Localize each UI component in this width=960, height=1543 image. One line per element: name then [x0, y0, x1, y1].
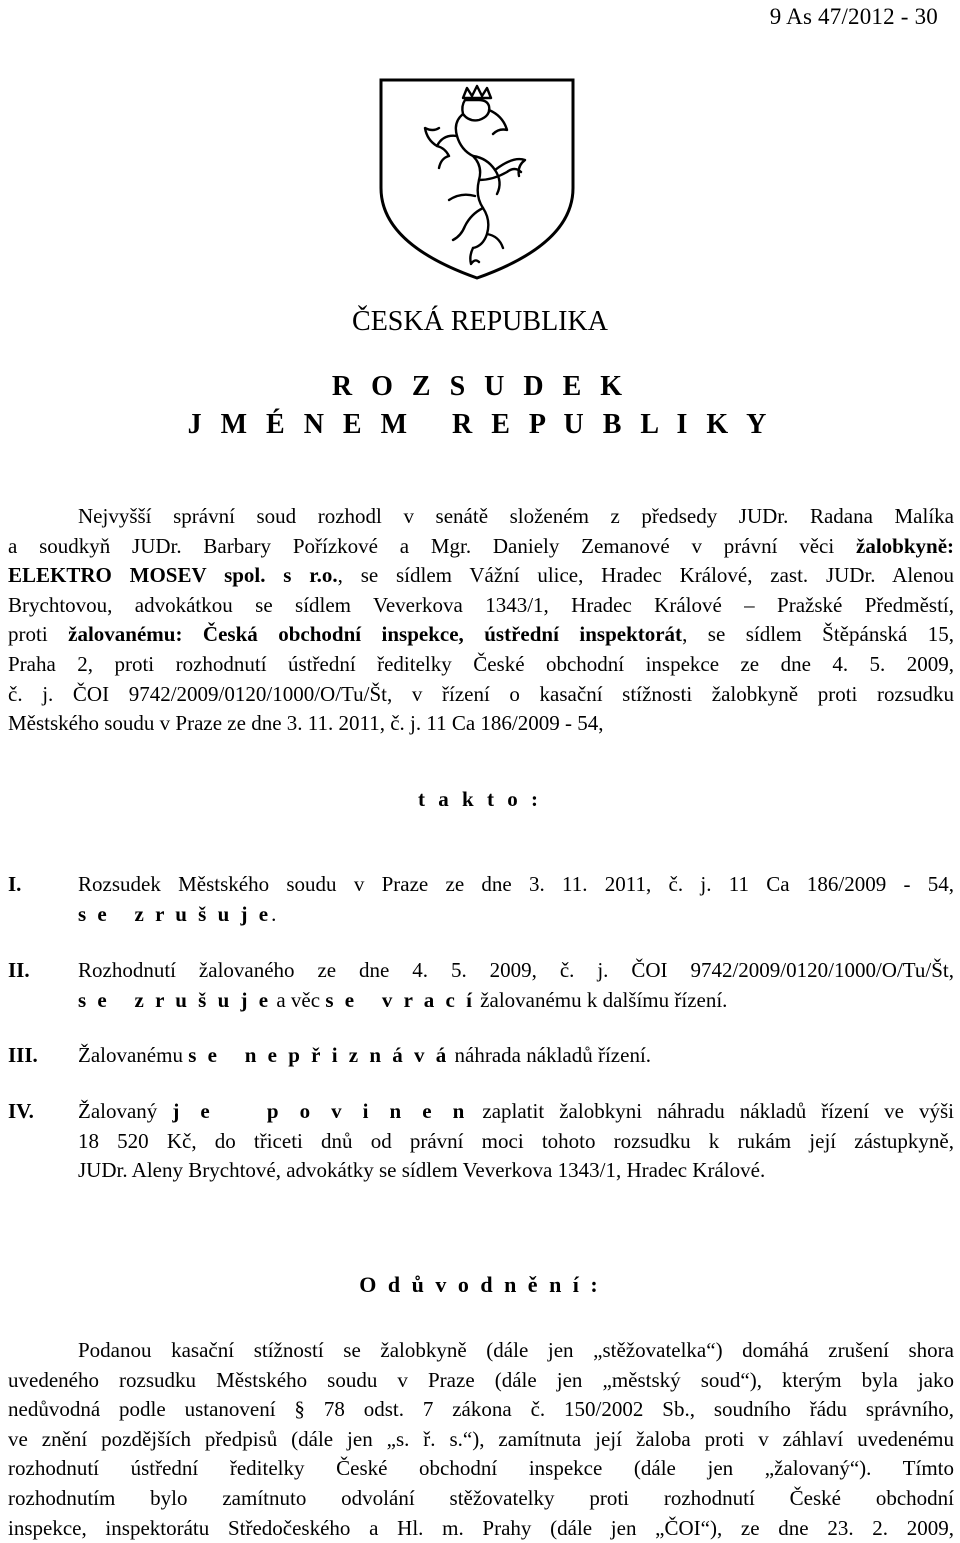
verdict-line: 18 520 Kč, do třiceti dnů od právní moci tohoto rozsudku k rukám její zástupkyně,	[78, 1128, 954, 1153]
defendant-name: žalovanému: Česká obchodní inspekce, ústřední inspektorát	[68, 622, 683, 647]
case-number: 9 As 47/2012 - 30	[769, 4, 938, 29]
plaintiff-name: ELEKTRO MOSEV spol. s r.o.	[8, 563, 338, 588]
reasoning-paragraph	[8, 1336, 954, 1543]
reasoning-line: nedůvodná podle ustanovení § 78 odst. 7 zákona č. 150/2002 Sb., soudního řádu správního,	[8, 1397, 954, 1422]
verdict-title-line-1: R O Z S U D E K	[331, 371, 629, 402]
reasoning-line: uvedeného rozsudku Městského soudu v Praze (dále jen „městský soud“), kterým byla jako	[8, 1367, 954, 1392]
verdict-line: Rozhodnutí žalovaného ze dne 4. 5. 2009, č. j. ČOI 9742/2009/0120/1000/O/Tu/Št,	[78, 958, 954, 982]
intro-line: ELEKTRO MOSEV spol. s r.o., se sídlem Vážní ulice, Hradec Králové, zast. JUDr. Alenou	[8, 563, 954, 588]
intro-line: Praha 2, proti rozhodnutí ústřední ředitelky České obchodní inspekce ze dne 4. 5. 2009,	[8, 651, 954, 676]
intro-line: Brychtovou, advokátkou se sídlem Veverkova 1343/1, Hradec Králové – Pražské Předměstí,	[8, 592, 954, 617]
czech-lion-coat-of-arms-icon	[375, 76, 579, 282]
verdict-line: s e z r u š u j e a věc s e v r a c í žalovanému k dalšímu řízení.	[78, 987, 728, 1012]
verdict-line: Rozsudek Městského soudu v Praze ze dne 3. 11. 2011, č. j. 11 Ca 186/2009 - 54,	[78, 872, 954, 896]
plaintiff-label: žalobkyně:	[856, 533, 955, 558]
intro-line: Nejvyšší správní soud rozhodl v senátě složeném z předsedy JUDr. Radana Malíka	[78, 504, 954, 528]
verdict-number: I.	[8, 872, 22, 896]
reasoning-line: inspekce, inspektorátu Středočeského a Hl. m. Prahy (dále jen „ČOI“), ze dne 23. 2. 2009,	[8, 1515, 954, 1540]
verdict-number: II.	[8, 958, 30, 982]
verdict-line: Žalovanému s e n e p ř i z n á v á náhrada nákladů řízení.	[78, 1043, 652, 1067]
reasoning-heading: O d ů v o d n ě n í :	[359, 1272, 601, 1297]
verdict-item-3	[8, 1041, 954, 1071]
reasoning-line: Podanou kasační stížností se žalobkyně (dále jen „stěžovatelka“) domáhá zrušení shora	[78, 1338, 954, 1362]
verdict-title	[0, 368, 960, 444]
verdict-line: JUDr. Aleny Brychtové, advokátky se sídlem Veverkova 1343/1, Hradec Králové.	[78, 1158, 766, 1183]
intro-paragraph	[8, 502, 954, 739]
intro-line: Městského soudu v Praze ze dne 3. 11. 2011, č. j. 11 Ca 186/2009 - 54,	[8, 711, 604, 736]
verdict-title-line-2: J M É N E M R E P U B L I K Y	[187, 409, 773, 440]
verdict-number: IV.	[8, 1099, 34, 1123]
verdict-item-4	[8, 1097, 954, 1186]
verdict-line: s e z r u š u j e.	[78, 901, 277, 926]
reasoning-line: rozhodnutím bylo zamítnuto odvolání stěžovatelky proti rozhodnutí České obchodní	[8, 1485, 954, 1510]
reasoning-line: rozhodnutí ústřední ředitelky České obchodní inspekce (dále jen „žalovaný“). Tímto	[8, 1456, 954, 1481]
reasoning-line: ve znění pozdějších předpisů (dále jen „s. ř. s.“), zamítnuta její žaloba proti v záhlaví uvedenému	[8, 1426, 954, 1451]
verdict-number: III.	[8, 1043, 38, 1067]
intro-line: a soudkyň JUDr. Barbary Pořízkové a Mgr. Daniely Zemanové v právní věci žalobkyně:	[8, 533, 955, 558]
verdict-item-2	[8, 956, 954, 1015]
country-title: ČESKÁ REPUBLIKA	[352, 306, 608, 337]
verdict-item-1	[8, 870, 954, 929]
intro-line: proti žalovanému: Česká obchodní inspekce, ústřední inspektorát, se sídlem Štěpánská 15,	[8, 622, 955, 647]
intro-line: č. j. ČOI 9742/2009/0120/1000/O/Tu/Št, v řízení o kasační stížnosti žalobkyně proti rozsudku	[8, 681, 954, 706]
verdict-line: Žalovaný j e p o v i n e n zaplatit žalobkyni náhradu nákladů řízení ve výši	[78, 1099, 954, 1123]
takto-heading: t a k t o :	[418, 787, 542, 811]
